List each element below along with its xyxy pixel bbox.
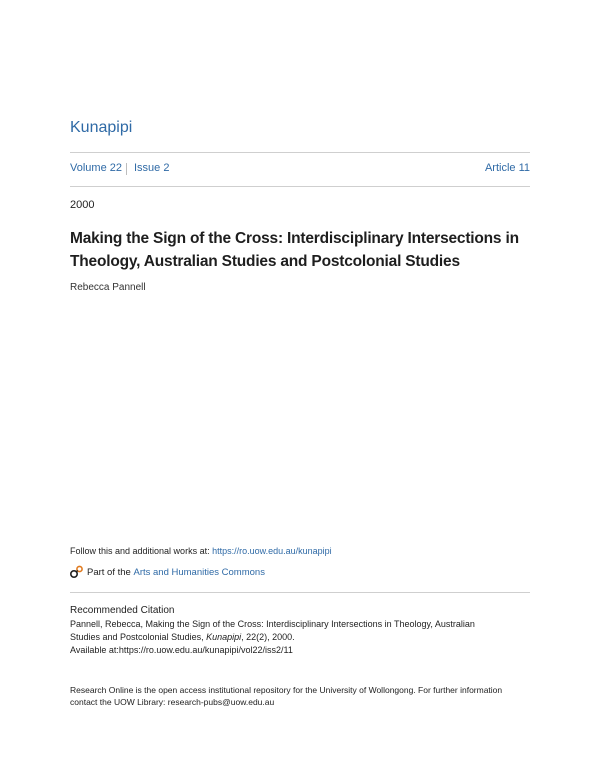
article-author: Rebecca Pannell	[70, 282, 146, 293]
article-number-link[interactable]: Article 11	[484, 162, 530, 174]
footer-line-1: Research Online is the open access institutional repository for the University of Wollongong. For further information	[70, 685, 503, 695]
follow-works-line	[70, 546, 332, 556]
journal-name-link[interactable]: Kunapipi	[70, 119, 133, 136]
top-divider	[70, 152, 530, 153]
article-title: Making the Sign of the Cross: Interdisciplinary Intersections in Theology, Australian Studies and Postcolonial Studies	[70, 230, 519, 270]
citation-text	[70, 618, 530, 657]
footer-line-2: contact the UOW Library: research-pubs@uow.edu.au	[70, 697, 275, 707]
citation-available-prefix: Available at:	[70, 645, 119, 655]
citation-available-line	[70, 644, 530, 657]
citation-line-1: Pannell, Rebecca, Making the Sign of the Cross: Interdisciplinary Intersections in Theology, Australian	[70, 619, 475, 629]
citation-heading: Recommended Citation	[70, 605, 175, 616]
citation-journal: Kunapipi	[206, 632, 242, 642]
arts-humanities-commons-link[interactable]: Arts and Humanities Commons	[133, 566, 265, 578]
citation-divider	[70, 592, 530, 593]
citation-line-2-suffix: , 22(2), 2000.	[241, 632, 295, 642]
issue-link[interactable]: Issue 2	[134, 162, 170, 174]
repository-footer	[70, 684, 540, 708]
citation-line-2-prefix: Studies and Postcolonial Studies,	[70, 632, 207, 642]
issue-separator	[126, 163, 127, 175]
follow-text: Follow this and additional works at:	[70, 546, 213, 556]
issue-divider	[70, 186, 530, 187]
part-of-prefix: Part of the	[87, 566, 131, 578]
issue-info-row	[70, 162, 530, 178]
citation-line-2	[70, 631, 530, 644]
publication-year: 2000	[70, 199, 95, 211]
volume-link[interactable]: Volume 22	[70, 162, 122, 174]
citation-available-url: https://ro.uow.edu.au/kunapipi/vol22/iss2/11	[118, 645, 293, 655]
commons-network-icon	[70, 565, 84, 579]
part-of-line	[70, 565, 265, 579]
follow-works-link[interactable]: https://ro.uow.edu.au/kunapipi	[212, 546, 332, 556]
